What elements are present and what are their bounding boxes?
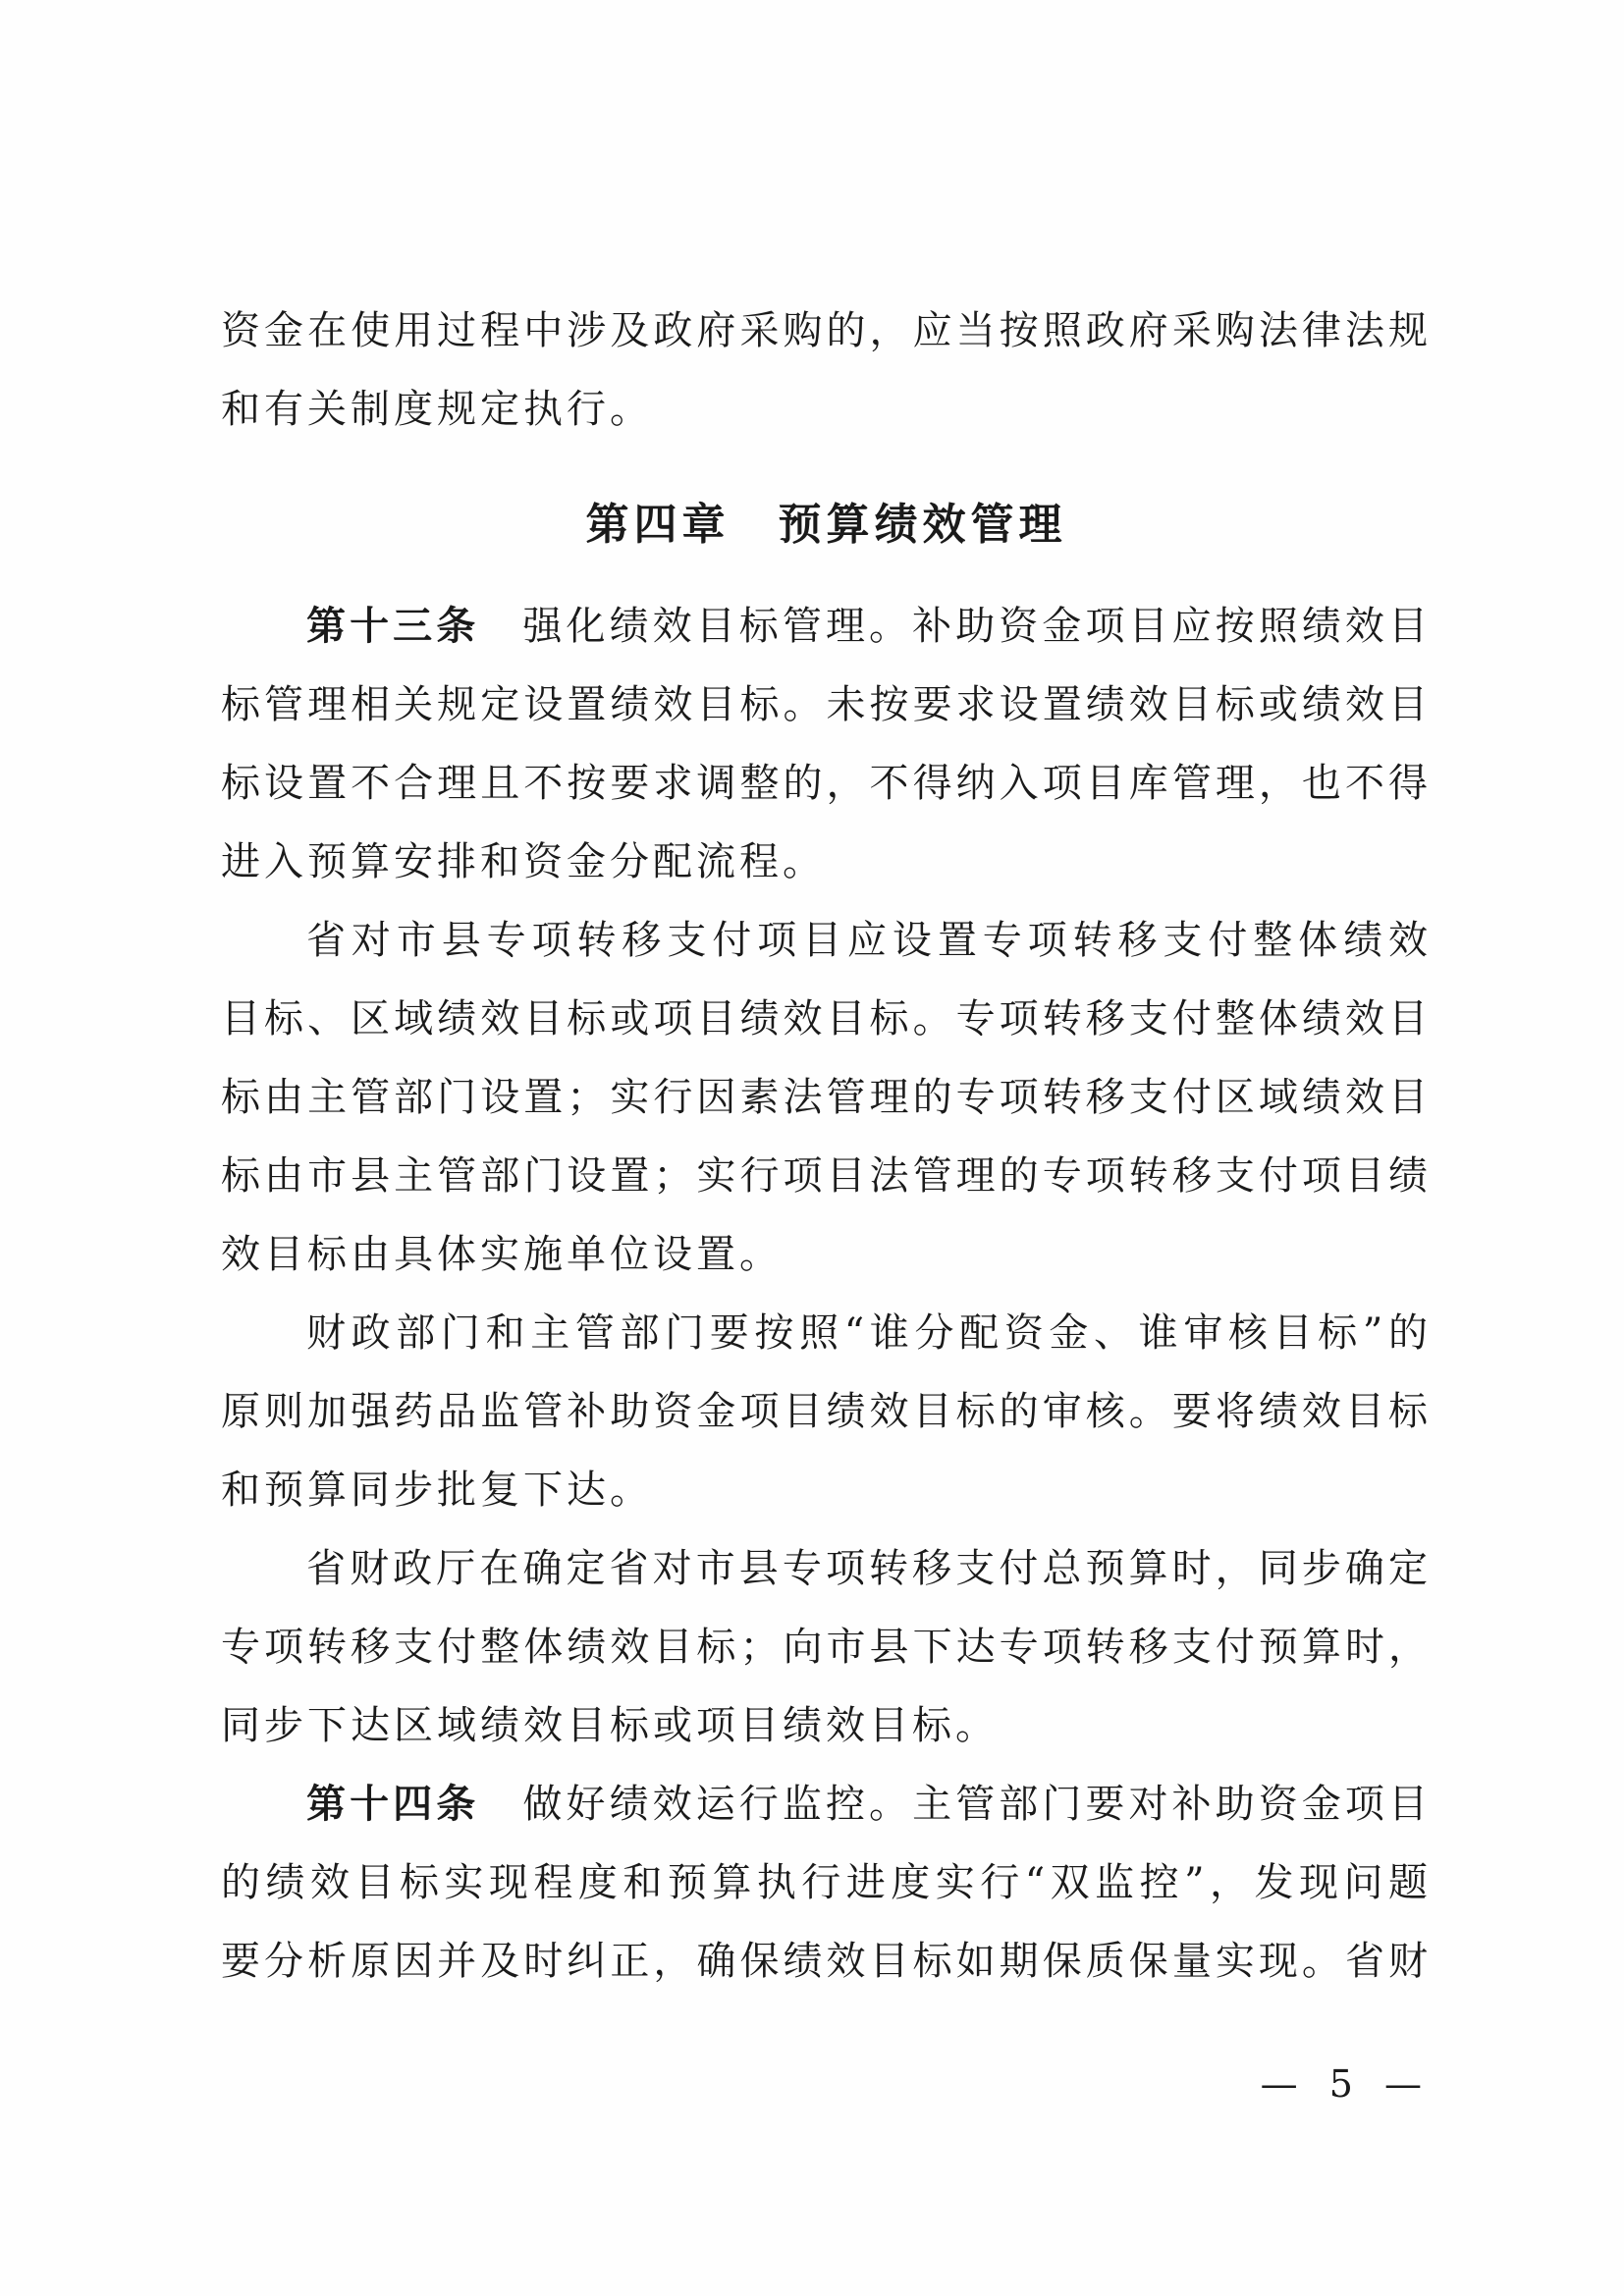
line-text: 的绩效目标实现程度和预算执行进度实行“双监控”，发现问题 <box>221 1860 1432 1905</box>
text-line <box>221 980 1432 1058</box>
text-line <box>221 1765 1432 1843</box>
text-line <box>221 1922 1432 2001</box>
article-14-label: 第十四条 <box>306 1781 480 1827</box>
text-line <box>221 901 1432 980</box>
line-text: 专项转移支付整体绩效目标；向市县下达专项转移支付预算时， <box>221 1625 1432 1670</box>
text-line <box>221 370 1432 449</box>
text-line <box>221 1058 1432 1137</box>
text-line <box>221 292 1432 370</box>
line-text: 效目标由具体实施单位设置。 <box>221 1232 783 1277</box>
line-text: 标管理相关规定设置绩效目标。未按要求设置绩效目标或绩效目 <box>221 682 1432 727</box>
line-text: 资金在使用过程中涉及政府采购的，应当按照政府采购法律法规 <box>221 308 1432 353</box>
line-text: 同步下达区域绩效目标或项目绩效目标。 <box>221 1703 999 1748</box>
text-line <box>221 1215 1432 1294</box>
text-line <box>221 1529 1432 1608</box>
text-line <box>221 666 1432 744</box>
text-line <box>221 1608 1432 1686</box>
text-line <box>221 1137 1432 1215</box>
text-line <box>221 744 1432 823</box>
article-13-label: 第十三条 <box>306 603 480 649</box>
line-text: 进入预算安排和资金分配流程。 <box>221 839 826 884</box>
text-line <box>221 587 1432 666</box>
line-text: 原则加强药品监管补助资金项目绩效目标的审核。要将绩效目标 <box>221 1389 1432 1434</box>
text-line <box>221 1451 1432 1529</box>
text-line <box>221 1294 1432 1372</box>
line-text: 目标、区域绩效目标或项目绩效目标。专项转移支付整体绩效目 <box>221 996 1432 1041</box>
line-text: 和预算同步批复下达。 <box>221 1468 653 1513</box>
line-text: 省对市县专项转移支付项目应设置专项转移支付整体绩效 <box>306 918 1432 963</box>
line-text: 省财政厅在确定省对市县专项转移支付总预算时，同步确定 <box>306 1546 1432 1591</box>
text-line <box>221 1372 1432 1451</box>
line-text: 财政部门和主管部门要按照“谁分配资金、谁审核目标”的 <box>306 1310 1432 1356</box>
line-text: 强化绩效目标管理。补助资金项目应按照绩效目 <box>479 604 1433 649</box>
line-text: 和有关制度规定执行。 <box>221 387 653 432</box>
document-body <box>221 292 1432 2001</box>
line-text: 标设置不合理且不按要求调整的，不得纳入项目库管理，也不得 <box>221 761 1432 806</box>
chapter-heading: 第四章 预算绩效管理 <box>585 500 1067 550</box>
line-text: 做好绩效运行监控。主管部门要对补助资金项目 <box>479 1782 1433 1827</box>
line-text: 标由主管部门设置；实行因素法管理的专项转移支付区域绩效目 <box>221 1075 1432 1120</box>
text-line <box>221 1686 1432 1765</box>
text-line <box>221 823 1432 901</box>
page-number: — 5 — <box>1260 2062 1432 2106</box>
line-text: 要分析原因并及时纠正，确保绩效目标如期保质保量实现。省财 <box>221 1939 1432 1984</box>
line-text: 标由市县主管部门设置；实行项目法管理的专项转移支付项目绩 <box>221 1153 1432 1199</box>
text-line <box>221 1843 1432 1922</box>
